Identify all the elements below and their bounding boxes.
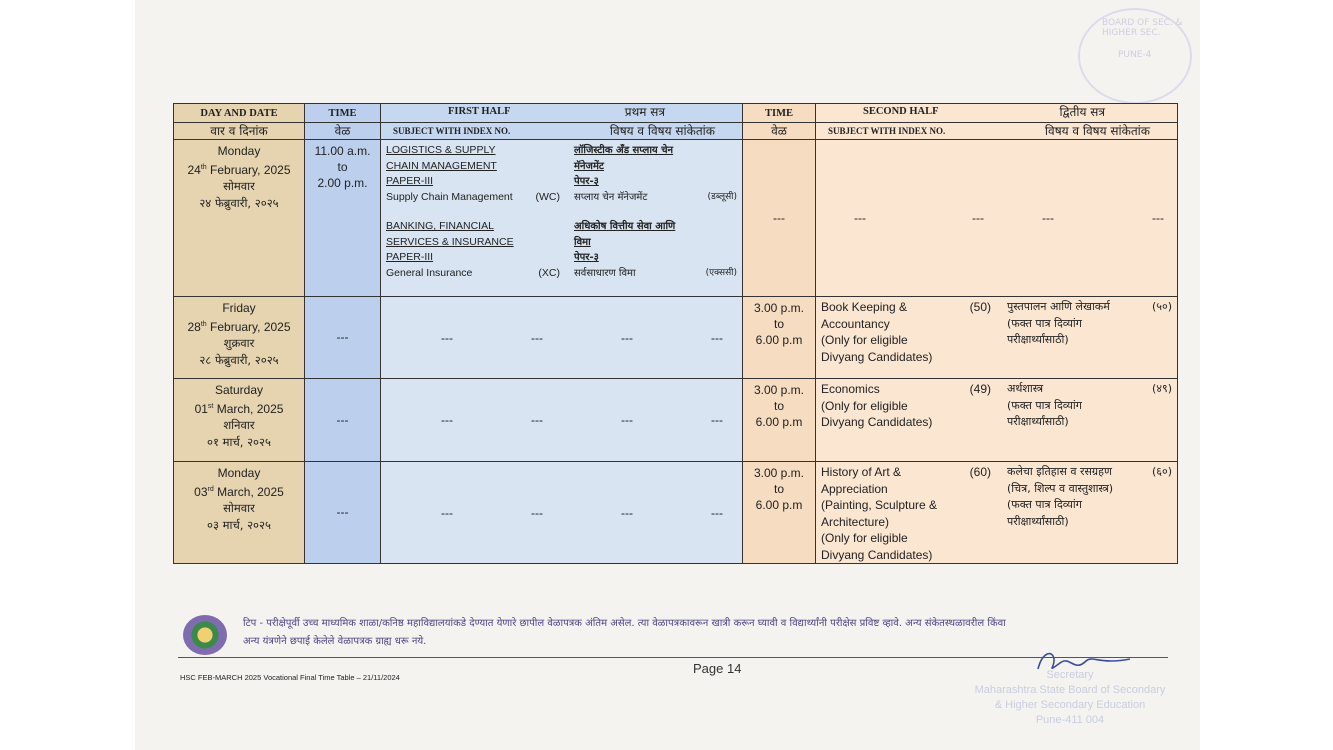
- seal-text: BOARD OF SEC. & HIGHER SEC.: [1102, 18, 1183, 38]
- header-time-2: TIME: [743, 104, 816, 123]
- header-time-mr-2: वेळ: [743, 123, 816, 140]
- header-day: DAY AND DATE: [174, 104, 305, 123]
- footnote: टिप - परीक्षेपूर्वी उच्च माध्यमिक शाळा/कनिष्ठ महाविद्यालयांकडे देण्यात येणारे छापील वेळापत्रक अंतिम असेल. त्या वेळापत्रकावरून खात्री करून घ्यावी व विद्यार्थ्यांनी परीक्षेस प्रविष्ट व्हावे. अन्य संकेतस्थळावरील किंवा अन्य यंत्रणेने छपाई केलेले वेळापत्रक ग्राह्य धरू नये.: [243, 618, 1006, 647]
- header-time: TIME: [305, 104, 381, 123]
- first-half-empty: --- --- --- ---: [381, 379, 743, 462]
- time-cell: ---: [305, 297, 381, 379]
- header-day-mr: वार व दिनांक: [174, 123, 305, 140]
- subject-entry: BANKING, FINANCIAL SERVICES & INSURANCE PAPER-III General Insurance (XC) अधिकोष वित्तीय सेवा आणि विमा पेपर-३ सर्वसाधारण विमा (एक्ससी): [386, 220, 737, 279]
- second-half-empty: --- --- --- ---: [816, 140, 1178, 297]
- footer-divider: [178, 657, 1168, 658]
- time-cell-2: 3.00 p.m. to 6.00 p.m: [743, 462, 816, 564]
- subject-entry: LOGISTICS & SUPPLY CHAIN MANAGEMENT PAPER-III Supply Chain Management (WC) लॉजिस्टीक अँड सप्लाय चेन मॅनेजमेंट पेपर-३ सप्लाय चेन मॅनेजमेंट (डब्लूसी): [386, 144, 737, 203]
- second-half-subject: History of Art & Appreciation (Painting, Sculpture & Architecture) (Only for eligible Divyang Candidates) (60) कलेचा इतिहास व रसग्रहण (चित्र, शिल्प व वास्तुशास्त्र) (फक्त पात्र दिव्यांग परीक्षार्थ्यांसाठी) (६०): [816, 462, 1178, 564]
- secretary-stamp: Secretary Maharashtra State Board of Secondary & Higher Secondary Education Pune-411 004: [974, 669, 1166, 726]
- board-emblem-icon: [183, 615, 227, 655]
- page-number: Page 14: [693, 661, 742, 676]
- header-time-mr: वेळ: [305, 123, 381, 140]
- board-seal: [1078, 8, 1192, 104]
- first-half-empty: --- --- --- ---: [381, 462, 743, 564]
- day-cell: Monday 03rd March, 2025 सोमवार ०३ मार्च, २०२५: [174, 462, 305, 564]
- header-subject-first: SUBJECT WITH INDEX NO. विषय व विषय सांकेतांक: [381, 123, 743, 140]
- header-first-half: FIRST HALF प्रथम सत्र: [381, 104, 743, 123]
- second-half-subject: Book Keeping & Accountancy (Only for eligible Divyang Candidates) (50) पुस्तपालन आणि लेखाकर्म (फक्त पात्र दिव्यांग परीक्षार्थ्यांसाठी) (५०): [816, 297, 1178, 379]
- day-cell: Monday 24th February, 2025 सोमवार २४ फेब्रुवारी, २०२५: [174, 140, 305, 297]
- second-half-subject: Economics (Only for eligible Divyang Candidates) (49) अर्थशास्त्र (फक्त पात्र दिव्यांग परीक्षार्थ्यांसाठी) (४९): [816, 379, 1178, 462]
- first-half-empty: --- --- --- ---: [381, 297, 743, 379]
- seal-city: PUNE-4: [1118, 50, 1152, 60]
- header-second-half: SECOND HALF द्वितीय सत्र: [816, 104, 1178, 123]
- header-subject-second: SUBJECT WITH INDEX NO. विषय व विषय सांकेतांक: [816, 123, 1178, 140]
- time-cell: 11.00 a.m. to 2.00 p.m.: [305, 140, 381, 297]
- first-half-subjects: [381, 140, 743, 297]
- table-row: [174, 140, 1178, 297]
- time-cell-2: ---: [743, 140, 816, 297]
- table-row: [174, 379, 1178, 462]
- footer-text: HSC FEB-MARCH 2025 Vocational Final Time Table – 21/11/2024: [180, 673, 400, 682]
- day-cell: Friday 28th February, 2025 शुक्रवार २८ फेब्रुवारी, २०२५: [174, 297, 305, 379]
- table-row: [174, 297, 1178, 379]
- time-cell: ---: [305, 379, 381, 462]
- day-cell: Saturday 01st March, 2025 शनिवार ०१ मार्च, २०२५: [174, 379, 305, 462]
- time-table: [173, 103, 1178, 564]
- time-cell-2: 3.00 p.m. to 6.00 p.m: [743, 297, 816, 379]
- time-cell-2: 3.00 p.m. to 6.00 p.m: [743, 379, 816, 462]
- time-cell: ---: [305, 462, 381, 564]
- table-row: [174, 462, 1178, 564]
